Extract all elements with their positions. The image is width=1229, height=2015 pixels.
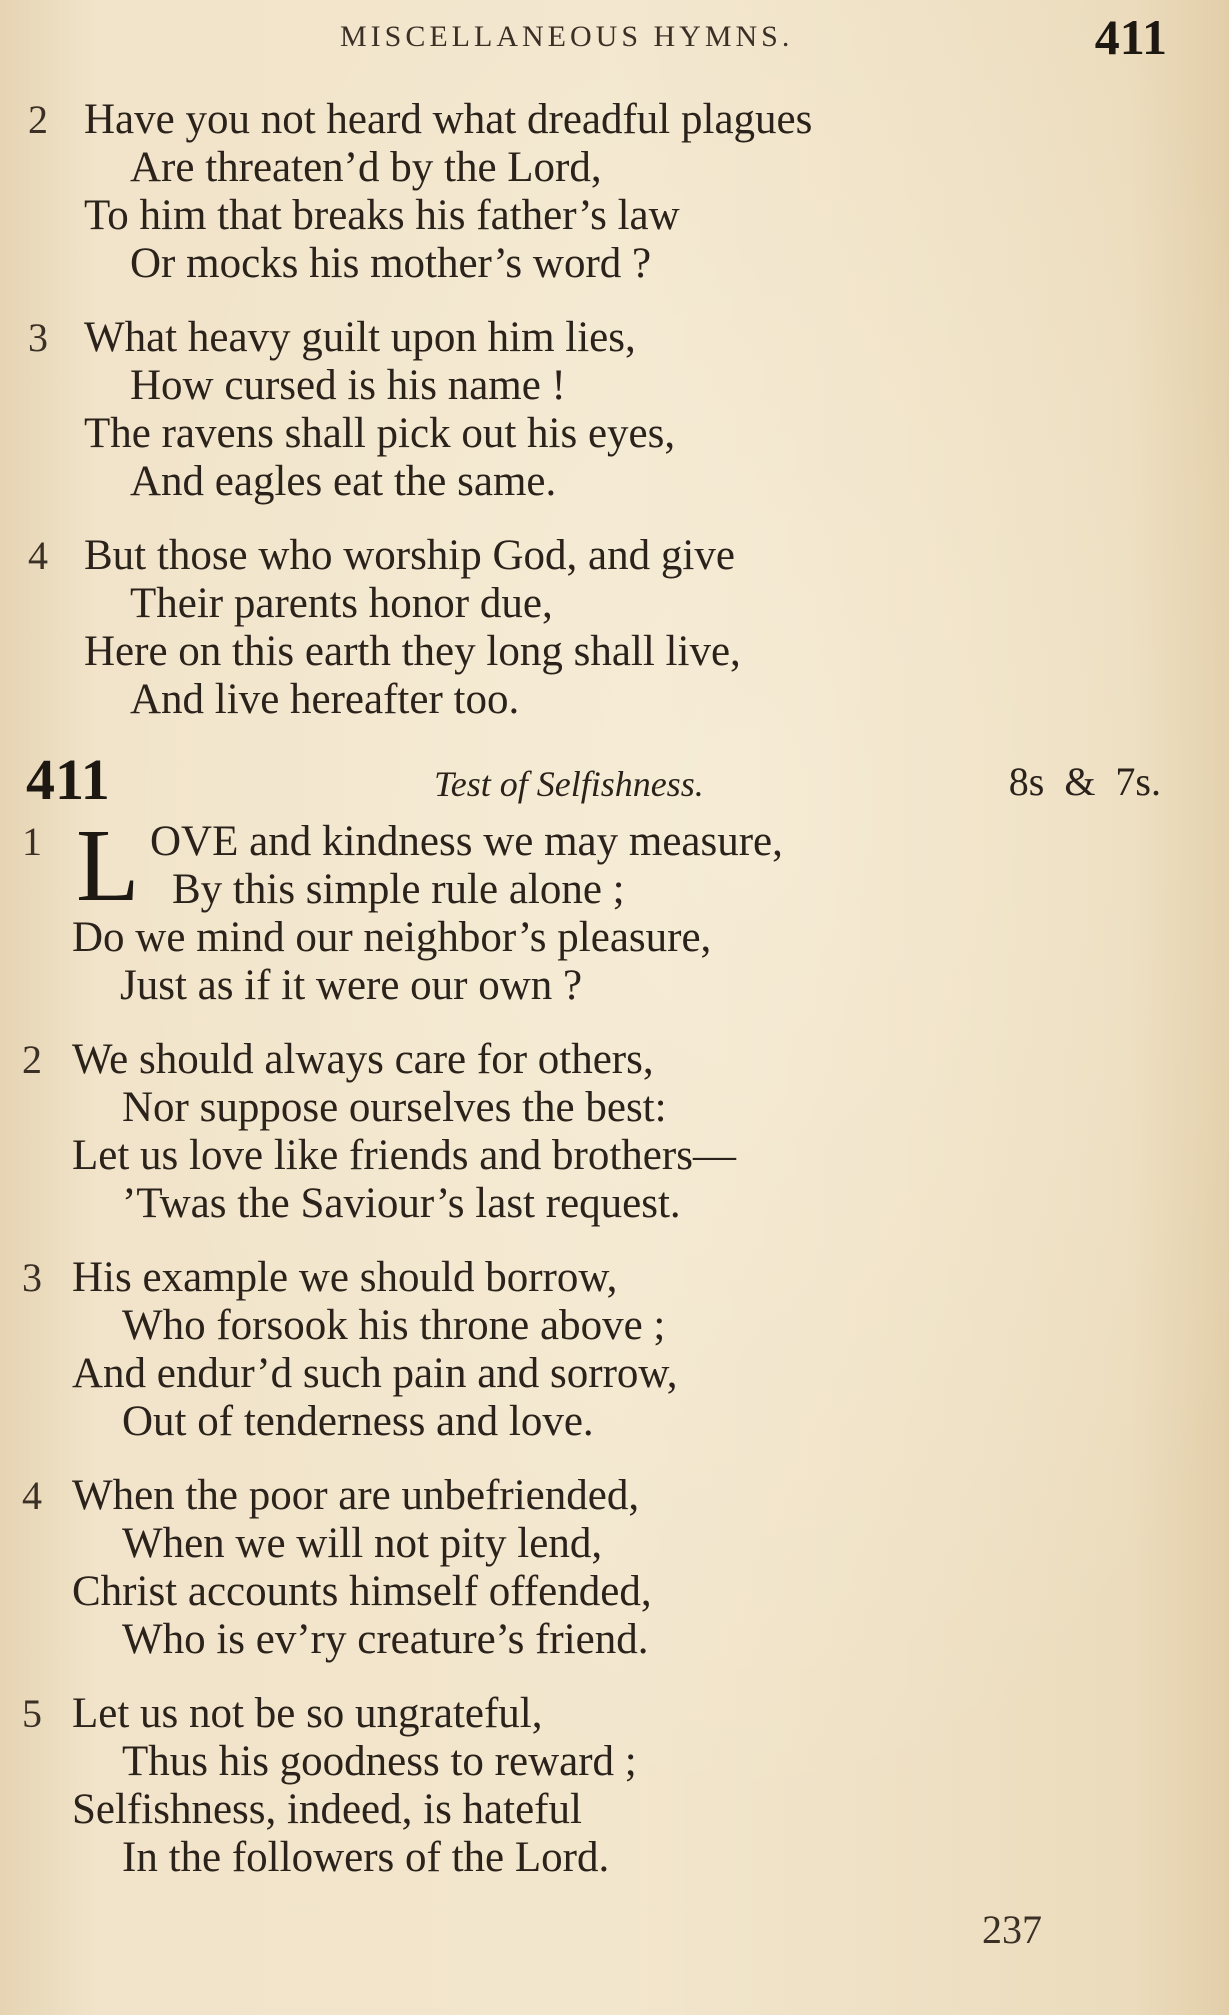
verse-line: Let us not be so ungrateful, [72, 1690, 543, 1737]
stanza [0, 96, 1229, 288]
verse-line: Thus his goodness to reward ; [122, 1738, 637, 1785]
drop-cap: L [76, 808, 140, 923]
stanza-number: 5 [22, 1691, 42, 1736]
verse-line: How cursed is his name ! [130, 362, 566, 409]
stanza-number: 1 [22, 819, 42, 864]
verse-line: ’Twas the Saviour’s last request. [122, 1180, 681, 1227]
stanza-number: 4 [28, 533, 48, 578]
page-number: 237 [982, 1907, 1042, 1952]
previous-hymn-continuation [0, 96, 1229, 724]
verse-line: When we will not pity lend, [122, 1520, 603, 1567]
verse-line: Christ accounts himself offended, [72, 1568, 652, 1615]
verse-line: The ravens shall pick out his eyes, [84, 410, 676, 457]
stanza [0, 808, 1229, 1010]
stanza-number: 2 [28, 97, 48, 142]
verse-line: Are threaten’d by the Lord, [130, 144, 602, 191]
verse-line: Or mocks his mother’s word ? [130, 240, 652, 287]
hymn-title: Test of Selfishness. [434, 764, 704, 804]
hymn-heading [0, 747, 1229, 814]
verse-line: What heavy guilt upon him lies, [84, 314, 636, 361]
stanza [0, 1690, 1229, 1882]
stanza [0, 532, 1229, 724]
verse-line: Their parents honor due, [130, 580, 553, 627]
hymn [0, 747, 1229, 1882]
verse-line: By this simple rule alone ; [172, 866, 625, 913]
verse-line: Selfishness, indeed, is hateful [72, 1786, 582, 1833]
verse-line: In the followers of the Lord. [122, 1834, 610, 1881]
stanza-number: 3 [28, 315, 48, 360]
page-content [0, 96, 1229, 1908]
hymn-meter: 8s & 7s. [1008, 759, 1161, 804]
stanza-number: 4 [22, 1473, 42, 1518]
verse-line: Let us love like friends and brothers— [72, 1132, 736, 1179]
verse-line: His example we should borrow, [72, 1254, 618, 1301]
verse-line: Who is ev’ry creature’s friend. [122, 1616, 649, 1663]
verse-line: To him that breaks his father’s law [84, 192, 680, 239]
verse-line: Just as if it were our own ? [120, 962, 583, 1009]
verse-line: Who forsook his throne above ; [122, 1302, 666, 1349]
stanza [0, 1472, 1229, 1664]
stanza-number: 2 [22, 1037, 42, 1082]
running-title: MISCELLANEOUS HYMNS. [340, 20, 794, 53]
verse-line: Here on this earth they long shall live, [84, 628, 741, 675]
stanza [0, 1254, 1229, 1446]
verse-line: Out of tenderness and love. [122, 1398, 594, 1445]
verse-line: Nor suppose ourselves the best: [122, 1084, 667, 1131]
stanza [0, 314, 1229, 506]
hymn-number: 411 [26, 747, 110, 812]
stanza [0, 1036, 1229, 1228]
verse-line: Have you not heard what dreadful plagues [84, 96, 813, 143]
verse-line: When the poor are unbefriended, [72, 1472, 640, 1519]
stanza-number: 3 [22, 1255, 42, 1300]
verse-line: And endur’d such pain and sorrow, [72, 1350, 678, 1397]
verse-line: OVE and kindness we may measure, [150, 818, 783, 865]
verse-line: But those who worship God, and give [84, 532, 735, 579]
verse-line: And eagles eat the same. [130, 458, 557, 505]
verse-line: We should always care for others, [72, 1036, 654, 1083]
page-hymn-number: 411 [1094, 9, 1167, 65]
verse-line: And live hereafter too. [130, 676, 520, 723]
verse-line: Do we mind our neighbor’s pleasure, [72, 914, 712, 961]
